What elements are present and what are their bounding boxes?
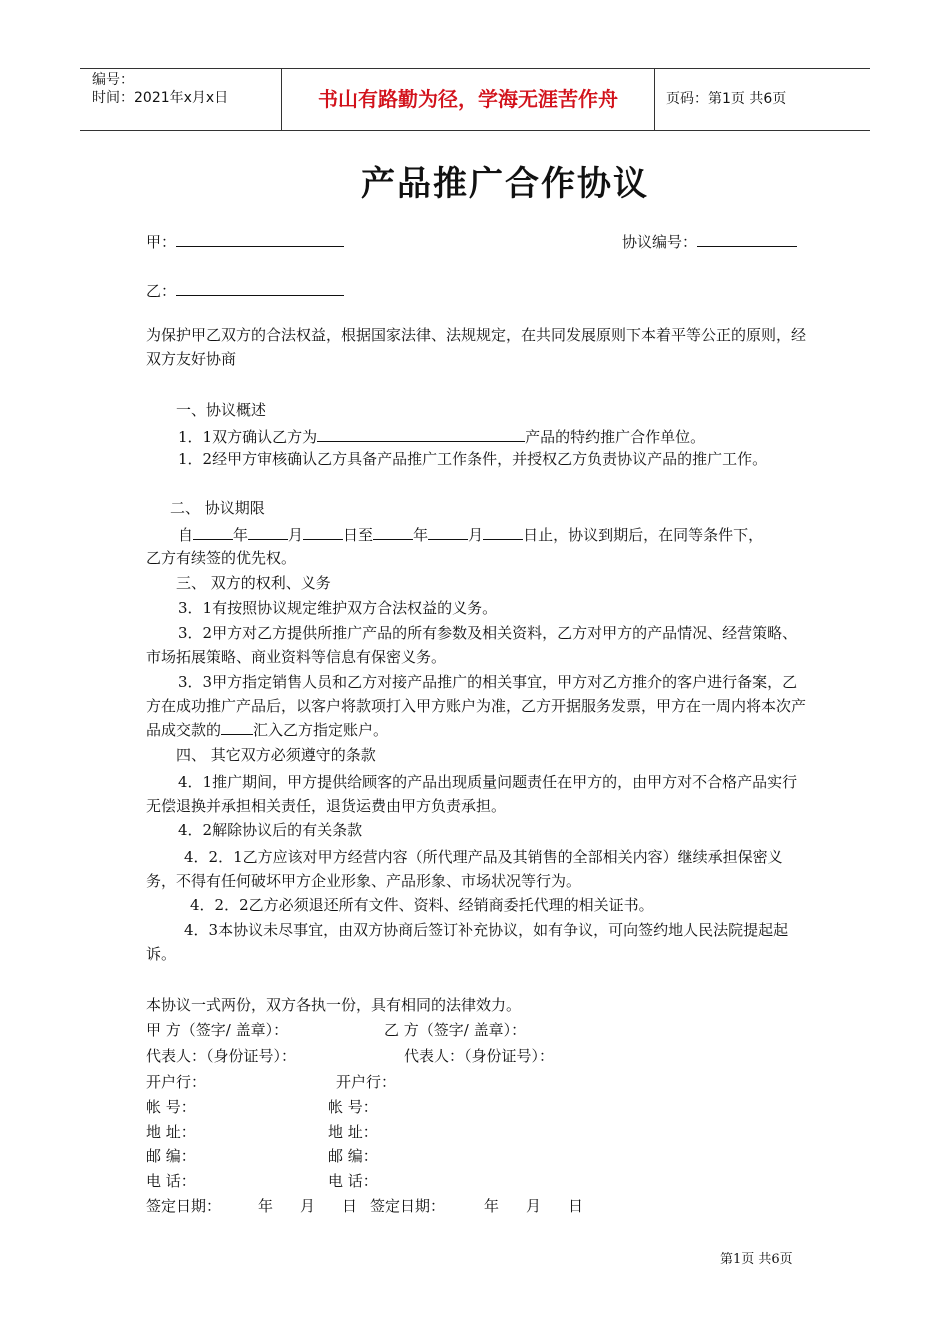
clause-1-1-text: 1．1双方确认乙方为 [178, 428, 318, 446]
party-a-phone: 电 话： [146, 1172, 196, 1190]
party-b-phone: 电 话： [328, 1172, 378, 1190]
period-tail: 日止，协议到期后，在同等条件下， [523, 526, 764, 544]
section-4-title: 四、 其它双方必须遵守的条款 [176, 746, 376, 764]
clause-4-2: 4．2解除协议后的有关条款 [178, 821, 363, 839]
period-from: 自 [178, 526, 194, 544]
party-b-address: 地 址： [328, 1123, 378, 1141]
party-b-label: 乙： [146, 282, 177, 300]
clause-1-1 [178, 425, 705, 447]
party-a-address: 地 址： [146, 1123, 196, 1141]
end-year-blank[interactable] [373, 523, 413, 540]
header-meta [92, 71, 228, 107]
party-a-blank[interactable] [176, 230, 344, 247]
party-b-sign-date: 签定日期： [370, 1197, 446, 1215]
party-b-line [146, 279, 344, 301]
number-label: 编号： [92, 72, 134, 88]
clause-3-3-text: 3．3甲方指定销售人员和乙方对接产品推广的相关事宜，甲方对乙方推介的客户进行备案，乙方在成功推广产品后，以客户将款项打入甲方账户为准，乙方开据服务发票，甲方在一周内将本次产品成交款的 [146, 673, 807, 739]
party-a-account: 帐 号： [146, 1098, 196, 1116]
start-day-blank[interactable] [303, 523, 343, 540]
date-label: 签定日期： [146, 1197, 222, 1215]
agreement-no-blank[interactable] [697, 230, 797, 247]
agreement-no-line [622, 230, 797, 252]
period-month: 月 [288, 526, 304, 544]
clause-4-2-1: 4．2．1乙方应该对甲方经营内容（所代理产品及其销售的全部相关内容）继续承担保密义务，不得有任何破坏甲方企业形象、产品形象、市场状况等行为。 [146, 848, 783, 890]
agreement-no-label: 协议编号： [622, 233, 698, 251]
period-line-2: 乙方有续签的优先权。 [146, 549, 297, 567]
section-3-title: 三、 双方的权利、义务 [176, 574, 331, 592]
party-a-bank: 开户行： [146, 1073, 207, 1091]
page-footer: 第1页 共6页 [720, 1252, 793, 1267]
clause-3-3 [146, 670, 808, 742]
start-month-blank[interactable] [248, 523, 288, 540]
party-b-rep: 代表人：（身份证号）： [404, 1047, 555, 1065]
date-year-a: 年 [258, 1197, 274, 1215]
clause-1-2: 1．2经甲方审核确认乙方具备产品推广工作条件，并授权乙方负责协议产品的推广工作。 [178, 450, 768, 468]
party-b-bank: 开户行： [336, 1073, 397, 1091]
period-year: 年 [233, 526, 249, 544]
date-month-b: 月 [526, 1197, 542, 1215]
header-motto: 书山有路勤为径，学海无涯苦作舟 [318, 87, 618, 111]
period-day-to: 日至 [343, 526, 374, 544]
section-2-title: 二、 协议期限 [170, 499, 265, 517]
clause-4-1: 4．1推广期间，甲方提供给顾客的产品出现质量问题责任在甲方的，由甲方对不合格产品实行无偿退换并承担相关责任，退货运费由甲方负责承担。 [146, 773, 798, 815]
clause-3-3-tail: 汇入乙方指定账户。 [253, 721, 389, 739]
intro-paragraph: 为保护甲乙双方的合法权益，根据国家法律、法规规定，在共同发展原则下本着平等公正的原则，经双方友好协商 [146, 326, 807, 368]
party-a-sign: 甲 方（签字/ 盖章）： [146, 1021, 289, 1039]
party-b-account: 帐 号： [328, 1098, 378, 1116]
period-month2: 月 [468, 526, 484, 544]
product-blank[interactable] [317, 425, 525, 442]
party-a-rep: 代表人：（身份证号）： [146, 1047, 297, 1065]
page-header [80, 68, 870, 131]
clause-4-3: 4．3本协议未尽事宜，由双方协商后签订补充协议，如有争议，可向签约地人民法院提起起诉。 [146, 921, 789, 963]
date-day-a: 日 [342, 1197, 358, 1215]
party-b-postcode: 邮 编： [328, 1147, 378, 1165]
time-label: 时间：2021年x月x日 [92, 90, 229, 106]
party-b-blank[interactable] [176, 279, 344, 296]
date-year-b: 年 [484, 1197, 500, 1215]
party-b-sign: 乙 方（签字/ 盖章）： [384, 1021, 527, 1039]
end-month-blank[interactable] [428, 523, 468, 540]
period-year2: 年 [413, 526, 429, 544]
date-month-a: 月 [300, 1197, 316, 1215]
start-year-blank[interactable] [193, 523, 233, 540]
section-1-title: 一、协议概述 [176, 401, 267, 419]
clause-1-1-tail: 产品的特约推广合作单位。 [525, 428, 706, 446]
date-day-b: 日 [568, 1197, 584, 1215]
party-a-sign-date [146, 1196, 221, 1216]
deal-amount-blank[interactable] [221, 718, 253, 735]
period-line [178, 523, 763, 545]
party-a-label: 甲： [146, 233, 177, 251]
document-title: 产品推广合作协议 [361, 164, 649, 204]
end-day-blank[interactable] [483, 523, 523, 540]
clause-3-1: 3．1有按照协议规定维护双方合法权益的义务。 [178, 599, 498, 617]
header-page-info: 页码：第1页 共6页 [666, 91, 787, 107]
header-divider [654, 69, 655, 130]
copies-statement: 本协议一式两份，双方各执一份，具有相同的法律效力。 [146, 996, 522, 1014]
clause-3-2: 3．2甲方对乙方提供所推广产品的所有参数及相关资料，乙方对甲方的产品情况、经营策略、市场拓展策略、商业资料等信息有保密义务。 [146, 624, 798, 666]
party-a-postcode: 邮 编： [146, 1147, 196, 1165]
party-a-line [146, 230, 344, 252]
clause-4-2-2: 4．2．2乙方必须退还所有文件、资料、经销商委托代理的相关证书。 [190, 896, 654, 914]
